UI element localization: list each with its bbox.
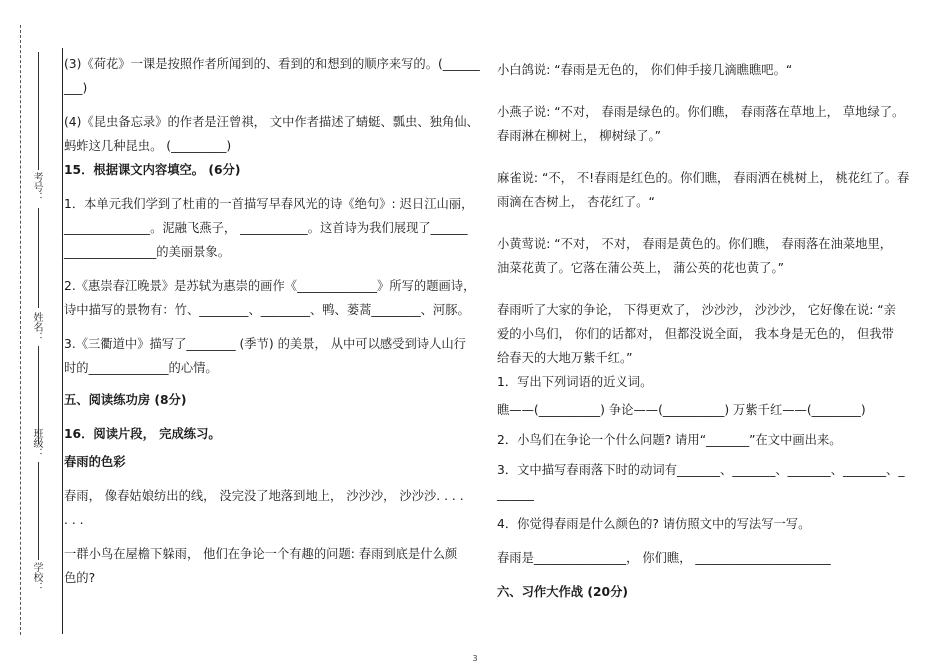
name-label: 姓名： <box>31 312 42 342</box>
passage-p2-line2: 色的? <box>64 571 96 585</box>
school-label: 学校： <box>31 562 42 592</box>
passage-title: 春雨的色彩 <box>64 455 126 469</box>
passage-p1-line1: 春雨， 像春姑娘纺出的线， 没完没了地落到地上， 沙沙沙， 沙沙沙. . . . <box>64 489 464 503</box>
q15-1-line3: _______________的美丽景象。 <box>64 245 231 259</box>
q3-line2: ___) <box>64 81 88 95</box>
right-column <box>497 58 927 604</box>
q3-prompt-line1: 3．文中描写春雨落下时的动词有_______、_______、_______、_______、_ <box>497 463 905 477</box>
ma-que-line2: 雨滴在杏树上， 杏花红了。“ <box>497 195 655 209</box>
yan-zi-line2: 春雨淋在柳树上， 柳树绿了。” <box>497 129 661 143</box>
q1-prompt: 1．写出下列词语的近义词。 <box>497 375 653 389</box>
q15-2-line1: 2.《惠崇春江晚景》是苏轼为惠崇的画作《_____________》所写的题画诗， <box>64 279 476 293</box>
q15-1-line2: ______________。泥融飞燕子， ___________。这首诗为我们展现了______ <box>64 221 468 235</box>
left-column <box>64 52 484 590</box>
q4-line1: (4)《昆虫备忘录》的作者是汪曾祺， 文中作者描述了蜻蜓、瓢虫、独角仙、 <box>64 115 479 129</box>
q4-answer-line: 春雨是_______________， 你们瞧， ______________________ <box>497 551 831 565</box>
q4-prompt: 4．你觉得春雨是什么颜色的? 请仿照文中的写法写一写。 <box>497 517 811 531</box>
class-label: 班级： <box>31 428 42 458</box>
exam-no-label: 考号： <box>31 172 42 202</box>
margin-rule <box>62 48 63 634</box>
q15-2-line2: 诗中描写的景物有：竹、________、________、鸭、蒌蒿________、河豚。 <box>64 303 470 317</box>
q16-title: 16．阅读片段， 完成练习。 <box>64 427 221 441</box>
exam-no-underline <box>38 52 39 170</box>
section5-title: 五、阅读练功房 (8分) <box>64 393 187 407</box>
yan-zi-line1: 小燕子说: “不对， 春雨是绿色的。你们瞧， 春雨落在草地上， 草地绿了。 <box>497 105 905 119</box>
passage-p2-line1: 一群小鸟在屋檐下躲雨， 他们在争论一个有趣的问题: 春雨到底是什么颜 <box>64 547 458 561</box>
q3-prompt-line2: ______ <box>497 487 534 501</box>
chun-yu-line2: 爱的小鸟们， 你们的话都对， 但都没说全面， 我本身是无色的， 但我带 <box>497 327 894 341</box>
q1-answer-line: 瞧——(__________) 争论——(__________) 万紫千红——(________) <box>497 403 866 417</box>
q3-line1: (3)《荷花》一课是按照作者所闻到的、看到的和想到的顺序来写的。(______ <box>64 57 480 71</box>
huang-ying-line1: 小黄莺说: “不对， 不对， 春雨是黄色的。你们瞧， 春雨落在油菜地里， <box>497 237 893 251</box>
school-underline <box>38 462 39 560</box>
page-number: 3 <box>472 654 478 663</box>
ma-que-line1: 麻雀说: “不， 不!春雨是红色的。你们瞧， 春雨洒在桃树上， 桃花红了。春 <box>497 171 910 185</box>
chun-yu-line3: 给春天的大地万紫千红。” <box>497 351 633 365</box>
q15-1-line1: 1．本单元我们学到了杜甫的一首描写早春风光的诗《绝句》: 迟日江山丽， <box>64 197 474 211</box>
chun-yu-line1: 春雨听了大家的争论， 下得更欢了， 沙沙沙， 沙沙沙， 它好像在说: “亲 <box>497 303 896 317</box>
q15-3-line2: 时的_____________的心情。 <box>64 361 218 375</box>
bai-ge-line1: 小白鸽说: “春雨是无色的， 你们伸手接几滴瞧瞧吧。“ <box>497 63 793 77</box>
binding-dashed-line <box>20 25 21 635</box>
huang-ying-line2: 油菜花黄了。它落在蒲公英上， 蒲公英的花也黄了。” <box>497 261 784 275</box>
q2-prompt: 2．小鸟们在争论一个什么问题? 请用“_______”在文中画出来。 <box>497 433 842 447</box>
q4-line2: 蚂蚱这几种昆虫。 (_________) <box>64 139 232 153</box>
section6-title: 六、习作大作战 (20分) <box>497 585 629 599</box>
name-underline <box>38 208 39 308</box>
q15-3-line1: 3.《三衢道中》描写了________ (季节) 的美景， 从中可以感受到诗人山行 <box>64 337 466 351</box>
passage-p1-line2: . . . <box>64 513 84 527</box>
q15-title: 15．根据课文内容填空。 (6分) <box>64 163 241 177</box>
